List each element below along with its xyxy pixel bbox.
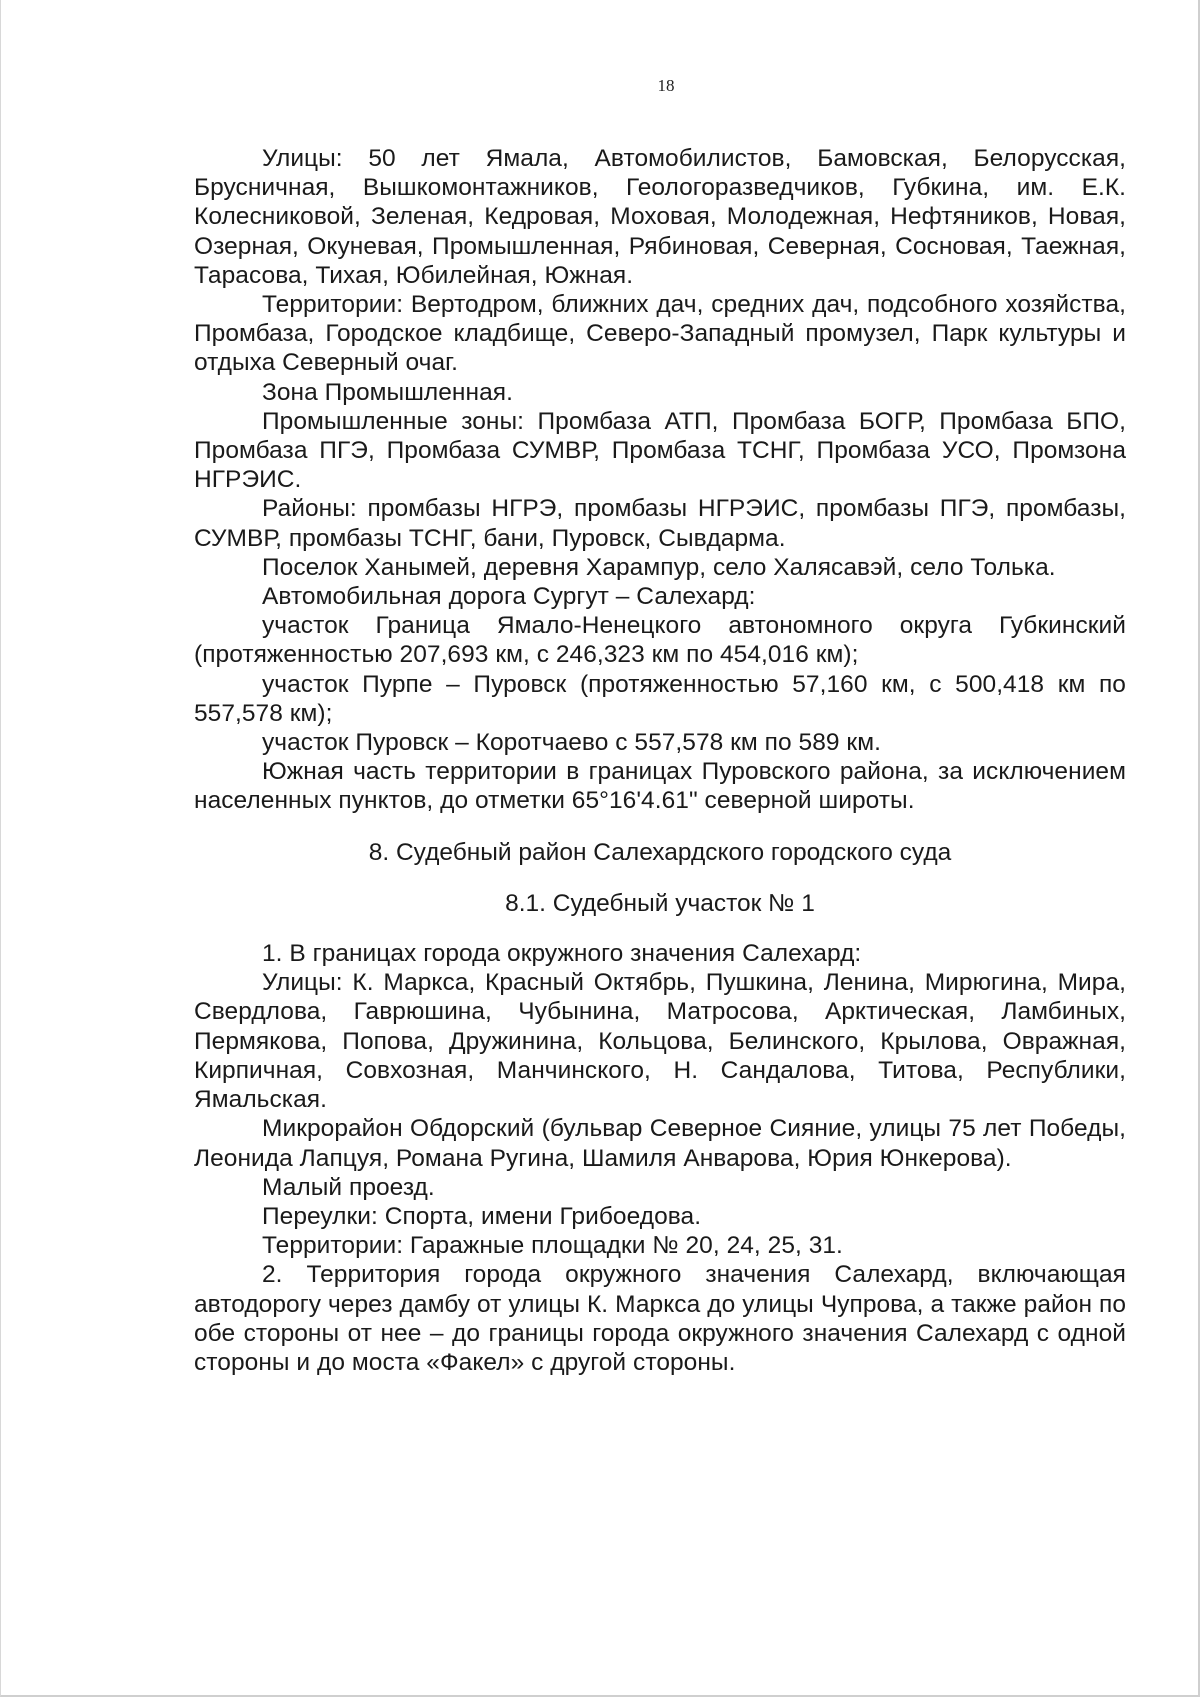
paragraph-city-streets: Улицы: К. Маркса, Красный Октябрь, Пушкина, Ленина, Мирюгина, Мира, Свердлова, Гаврюшина, Чубынина, Матросова, Арктическая, Ламбиных, Пермякова, Попова, Дружинина, Кольцова, Белинского, Крылова, Овражная, Кирпичная, Совхозная, Манчинского, Н. Сандалова, Титова, Республики, Ямальская. (194, 969, 1126, 1114)
paragraph-section-2: участок Пурпе – Пуровск (протяженностью 57,160 км, с 500,418 км по 557,578 км); (194, 670, 1126, 727)
paragraph-highway: Автомобильная дорога Сургут – Салехард: (262, 583, 756, 611)
paragraph-industrial-zone: Зона Промышленная. (262, 378, 513, 406)
paragraph-passage: Малый проезд. (262, 1173, 435, 1201)
document-body (194, 144, 1126, 1377)
subsection-heading: 8.1. Судебный участок № 1 (505, 889, 815, 917)
paragraph-industrial-zones: Промышленные зоны: Промбаза АТП, Промбаза БОГР, Промбаза БПО, Промбаза ПГЭ, Промбаза СУМВР, Промбаза ТСНГ, Промбаза УСО, Промзона НГРЭИС. (194, 407, 1126, 494)
paragraph-lanes: Переулки: Спорта, имени Грибоедова. (262, 1202, 702, 1230)
paragraph-section-3: участок Пуровск – Коротчаево с 557,578 км по 589 км. (262, 729, 881, 757)
paragraph-settlements: Поселок Ханымей, деревня Харампур, село Халясавэй, село Толька. (262, 553, 1056, 581)
paragraph-city-borders: 1. В границах города окружного значения Салехард: (262, 940, 862, 968)
page-number: 18 (657, 76, 675, 95)
paragraph-territories: Территории: Вертодром, ближних дач, средних дач, подсобного хозяйства, Промбаза, Городское кладбище, Северо-Западный промузел, Парк культуры и отдыха Северный очаг. (194, 291, 1126, 377)
section-heading: 8. Судебный район Салехардского городского суда (368, 838, 952, 866)
paragraph-dam-road: 2. Территория города окружного значения Салехард, включающая автодорогу через дамбу от улицы К. Маркса до улицы Чупрова, а также район по обе стороны от нее – до границы города окружного значения Салехард с одной стороны и до моста «Факел» с другой стороны. (194, 1261, 1126, 1376)
paragraph-section-1: участок Граница Ямало-Ненецкого автономного округа Губкинский (протяженностью 207,693 км, с 246,323 км по 454,016 км); (194, 612, 1126, 669)
paragraph-microdistrict: Микрорайон Обдорский (бульвар Северное Сияние, улицы 75 лет Победы, Леонида Лапцуя, Романа Ругина, Шамиля Анварова, Юрия Юнкерова). (194, 1115, 1126, 1172)
paragraph-garages: Территории: Гаражные площадки № 20, 24, 25, 31. (262, 1232, 843, 1260)
paragraph-southern-part: Южная часть территории в границах Пуровского района, за исключением населенных пунктов, до отметки 65°16'4.61" северной широты. (194, 758, 1126, 815)
paragraph-streets: Улицы: 50 лет Ямала, Автомобилистов, Бамовская, Белорусская, Брусничная, Вышкомонтажников, Геологоразведчиков, Губкина, им. Е.К. Колесниковой, Зеленая, Кедровая, Моховая, Молодежная, Нефтяников, Новая, Озерная, Окуневая, Промышленная, Рябиновая, Северная, Сосновая, Таежная, Тарасова, Тихая, Юбилейная, Южная. (194, 145, 1126, 289)
paragraph-districts: Районы: промбазы НГРЭ, промбазы НГРЭИС, промбазы ПГЭ, промбазы, СУМВР, промбазы ТСНГ, бани, Пуровск, Сывдарма. (194, 495, 1126, 552)
